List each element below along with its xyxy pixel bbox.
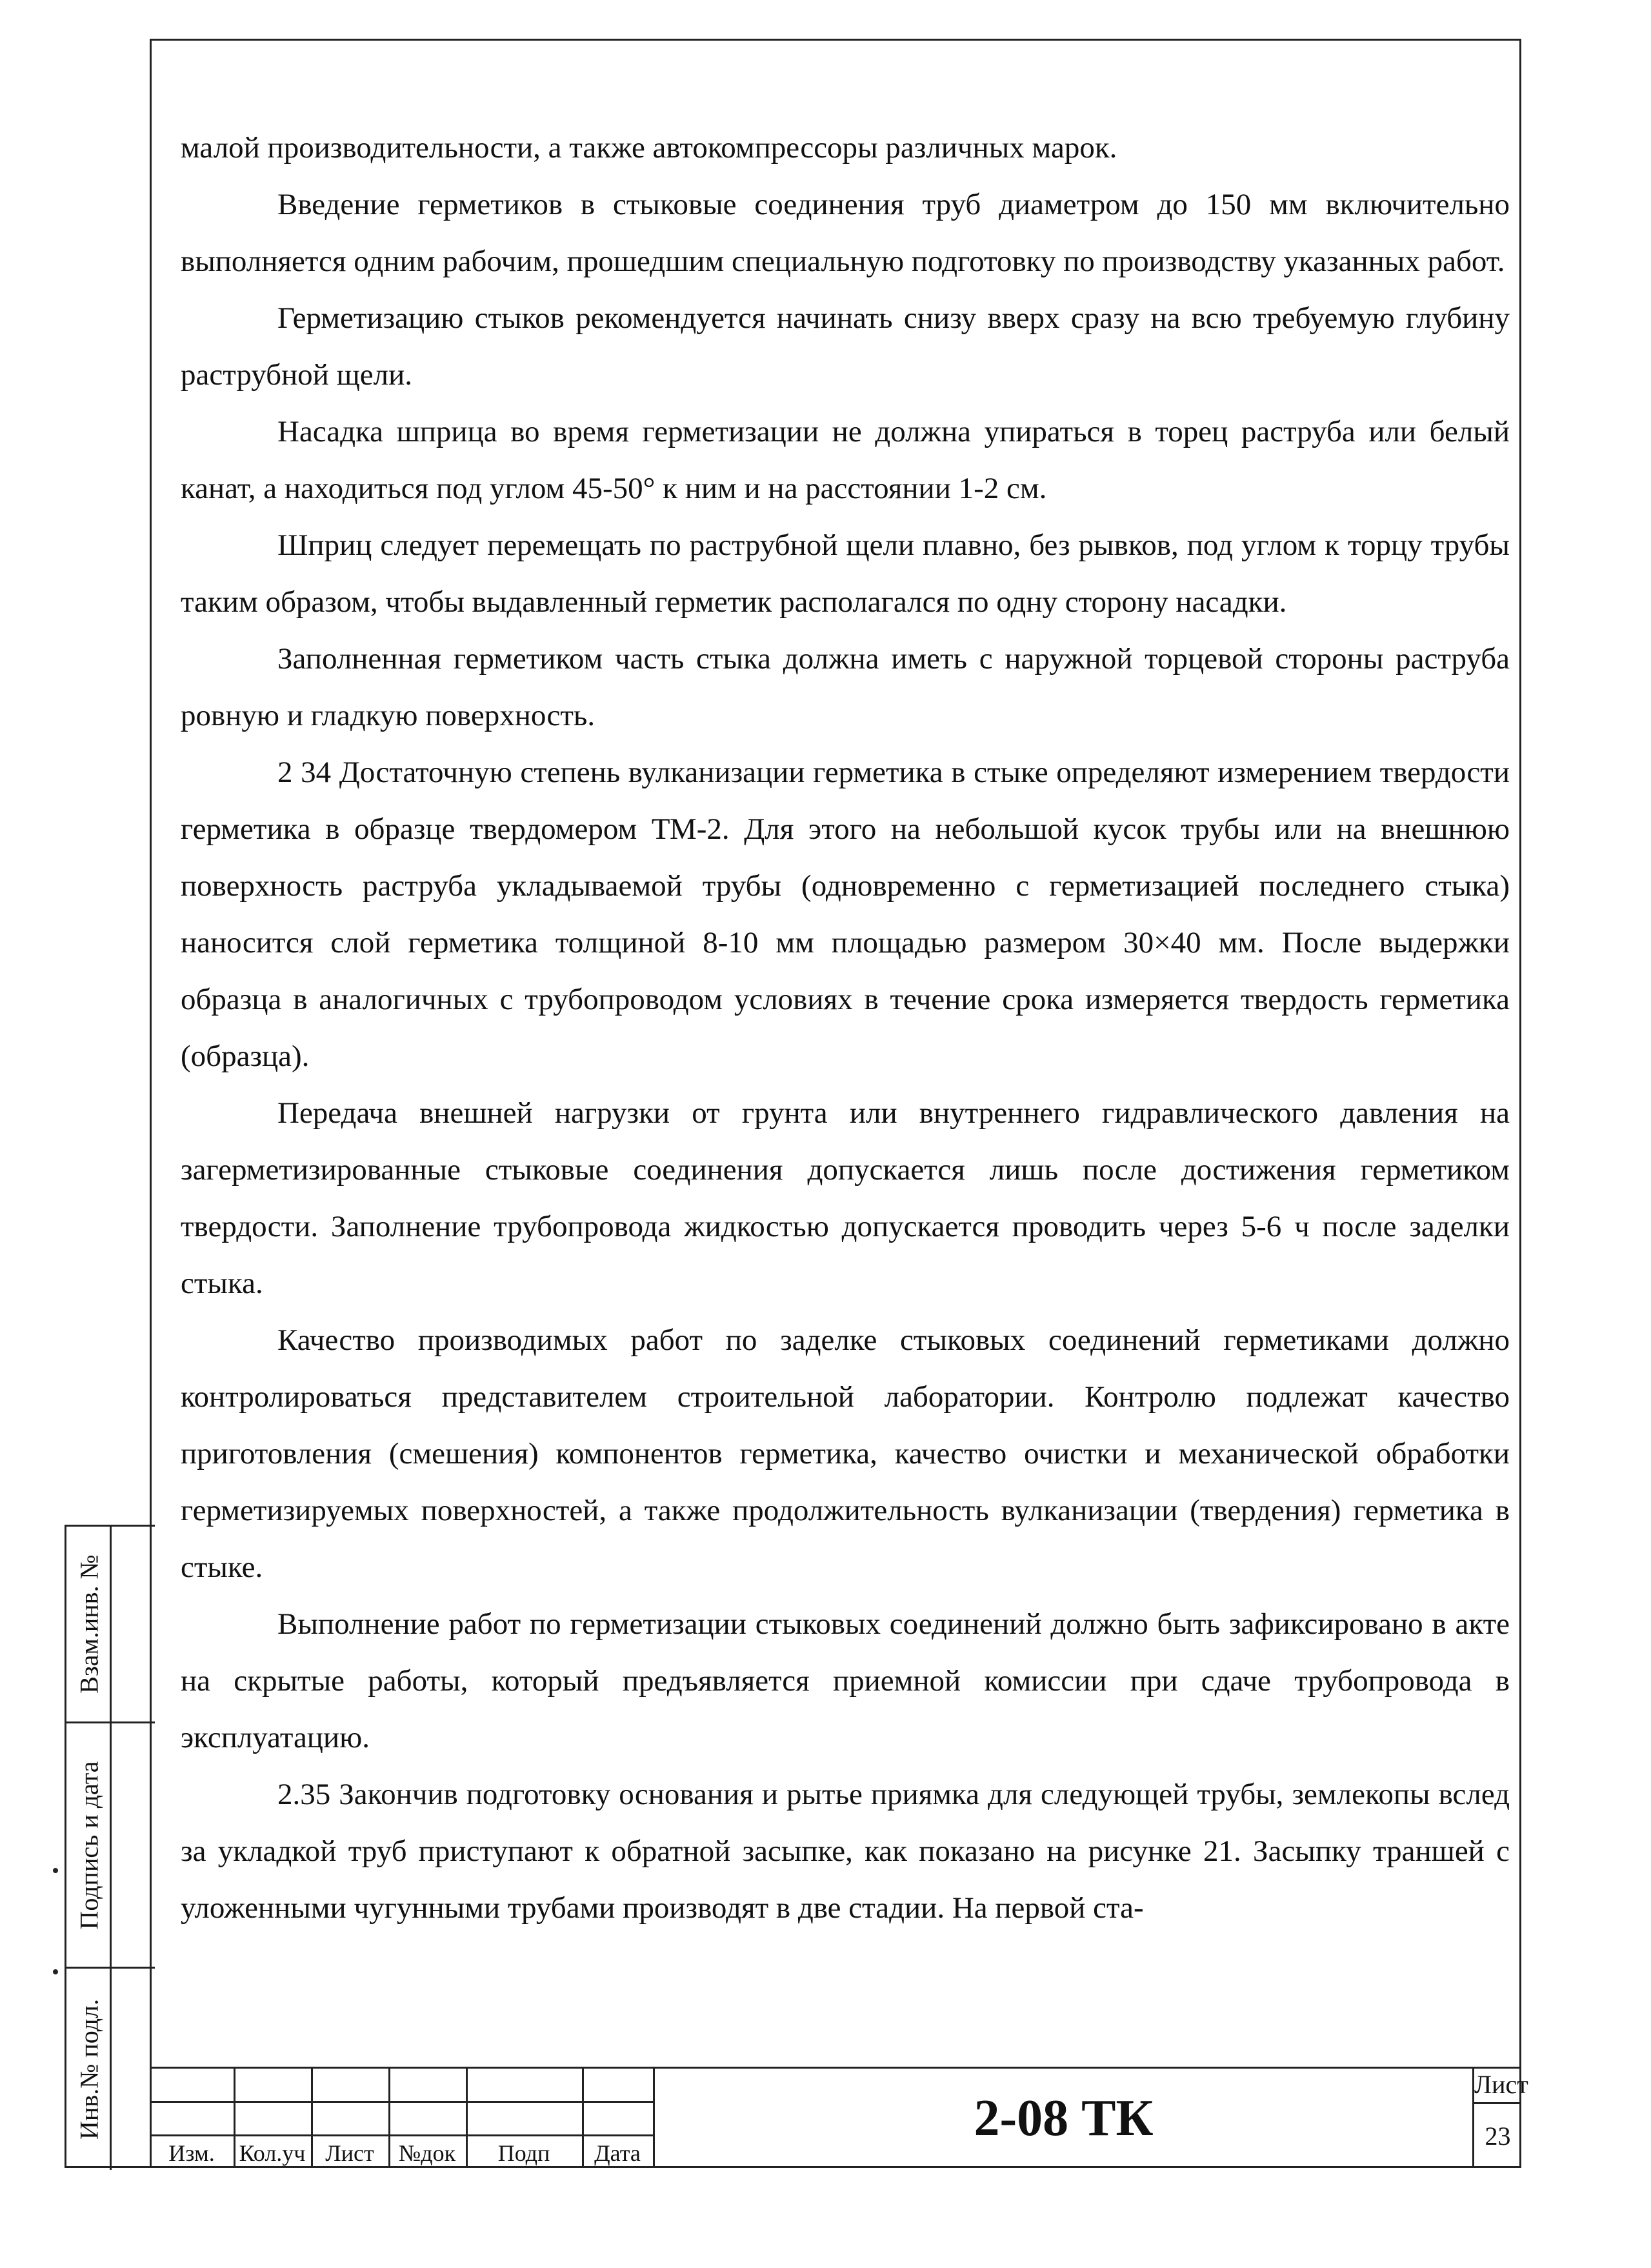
- side-cell-podpis: [66, 1723, 155, 1969]
- paragraph: малой производительности, а также автокомпрессоры различных марок.: [181, 131, 1117, 165]
- paragraph: Выполнение работ по герметизации стыковых соединений должно быть зафиксировано в акте на скрытые работы, который предъявляется приемной комиссии при сдаче трубопровода в эксплуатацию.: [181, 1607, 1510, 1754]
- header-list: Лист: [325, 2140, 374, 2166]
- side-stamp-strip: [65, 1525, 155, 2168]
- side-cell-inv: [66, 1969, 155, 2170]
- scan-dot: [53, 1969, 58, 1974]
- header-data: Дата: [594, 2140, 641, 2166]
- body-text: [181, 119, 1510, 1936]
- header-ndok: №док: [398, 2140, 456, 2166]
- header-kol-uch: Кол.уч: [239, 2140, 306, 2166]
- header-izm: Изм.: [168, 2140, 215, 2166]
- sheet-label: Лист: [1474, 2069, 1521, 2104]
- scan-dot: [53, 1868, 58, 1873]
- paragraph: Передача внешней нагрузки от грунта или внутреннего гидравлического давления на загерметизированные стыковые соединения допускается лишь после достижения герметиком твердости. Заполнение трубопровода жидкостью допускается проводить через 5-6 ч после заделки стыка.: [181, 1096, 1510, 1300]
- paragraph: Герметизацию стыков рекомендуется начинать снизу вверх сразу на всю требуемую глубину раструбной щели.: [181, 301, 1510, 392]
- side-label-vzam: Взам.инв. №: [74, 1554, 104, 1694]
- paragraph: 2 34 Достаточную степень вулканизации герметика в стыке определяют измерением твердости герметика в образце твердомером ТМ-2. Для этого на небольшой кусок трубы или на внешнюю поверхность раструба укладываемой трубы (одновременно с герметизацией последнего стыка) наносится слой герметика толщиной 8-10 мм площадью размером 30×40 мм. После выдержки образца в аналогичных с трубопроводом условиях в течение срока измеряется твердость герметика (образца).: [181, 756, 1510, 1073]
- side-label-inv: Инв.№ подл.: [74, 1999, 104, 2140]
- paragraph: Заполненная герметиком часть стыка должна иметь с наружной торцевой стороны раструба ровную и гладкую поверхность.: [181, 642, 1510, 732]
- sheet-cell: [1472, 2067, 1528, 2168]
- side-label-podpis: Подпись и дата: [74, 1760, 104, 1930]
- paragraph: Введение герметиков в стыковые соединения труб диаметром до 150 мм включительно выполняется одним рабочим, прошедшим специальную подготовку по производству указанных работ.: [181, 188, 1510, 278]
- side-cell-vzam: [66, 1527, 155, 1723]
- paragraph: Качество производимых работ по заделке стыковых соединений герметиками должно контролироваться представителем строительной лаборатории. Контролю подлежат качество приготовления (смешения) компонентов герметика, качество очистки и механической обработки герметизируемых поверхностей, а также продолжительность вулканизации (твердения) герметика в стыке.: [181, 1323, 1510, 1584]
- sheet-number: 23: [1485, 2122, 1511, 2151]
- paragraph: Насадка шприца во время герметизации не должна упираться в торец раструба или белый канат, а находиться под углом 45-50° к ним и на расстоянии 1-2 см.: [181, 415, 1510, 505]
- header-podp: Подп: [497, 2140, 550, 2166]
- paragraph: 2.35 Закончив подготовку основания и рытье приямка для следующей трубы, землекопы вслед за укладкой труб приступают к обратной засыпке, как показано на рисунке 21. Засыпку траншей с уложенными чугунными трубами производят в две стадии. На первой ста-: [181, 1778, 1510, 1925]
- title-block: [150, 2067, 1528, 2168]
- document-code: 2-08 ТК: [653, 2067, 1472, 2168]
- paragraph: Шприц следует перемещать по раструбной щели плавно, без рывков, под углом к торцу трубы таким образом, чтобы выдавленный герметик располагался по одну сторону насадки.: [181, 528, 1510, 619]
- revision-grid: [150, 2067, 653, 2168]
